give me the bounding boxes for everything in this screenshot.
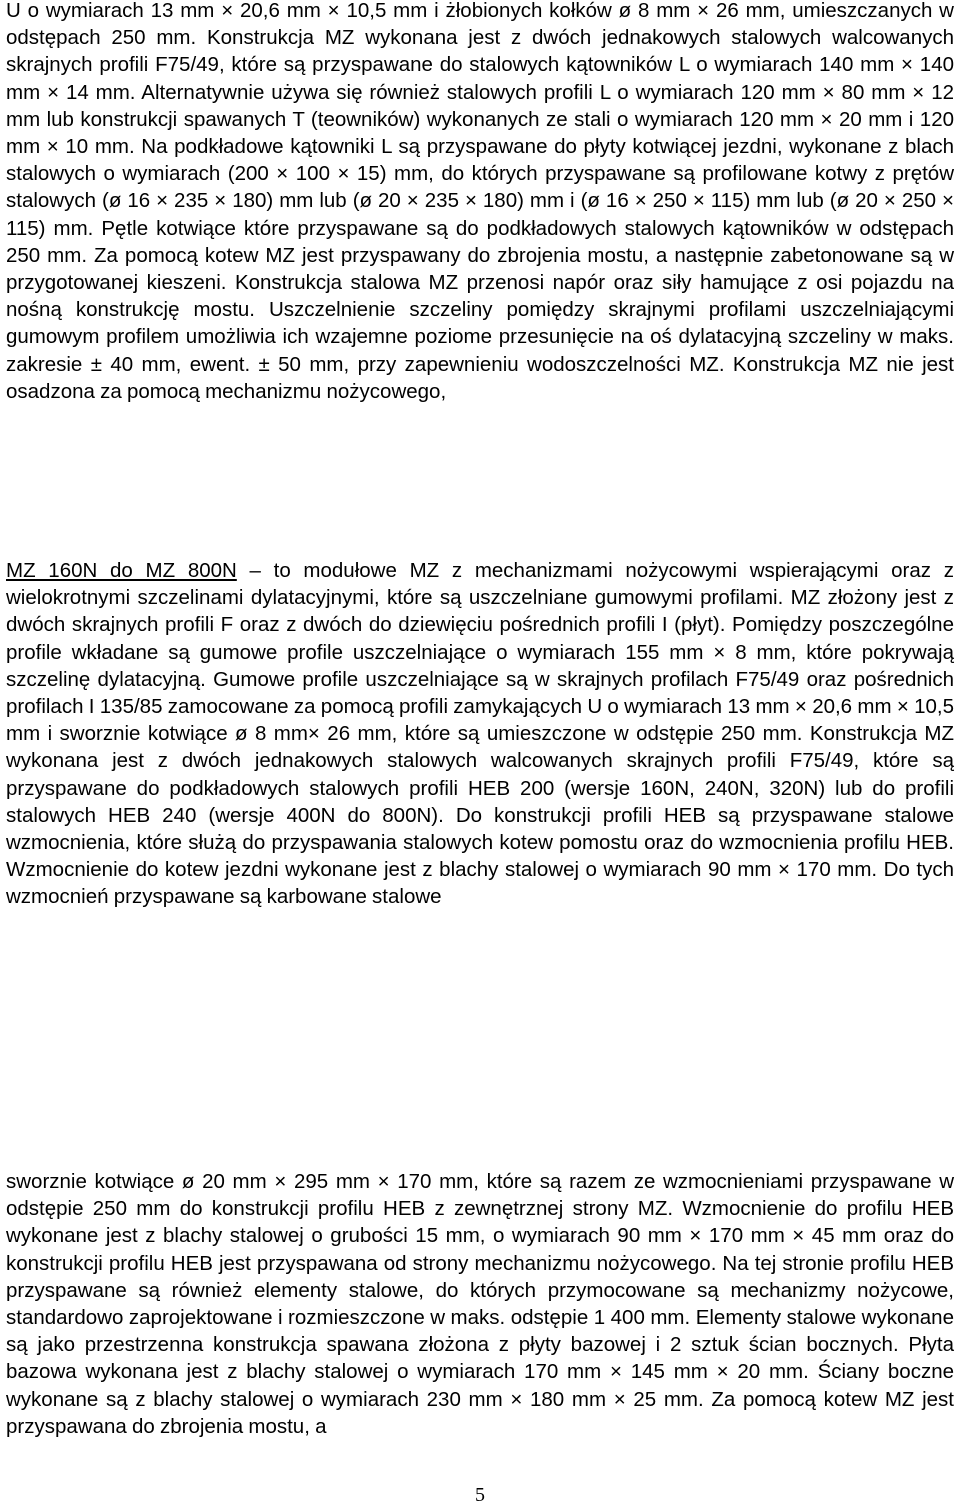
paragraph-mz-160n-800n (6, 557, 954, 911)
paragraph-mz-160n-800n-body: – to modułowe MZ z mechanizmami nożycowymi wspierającymi oraz z wielokrotnymi szczelinami dylatacyjnymi, które są uszczelniane gumowymi profilami. MZ złożony jest z dwóch skrajnych profili F oraz z dwóch do dziewięciu pośrednich profili I (płyt). Pomiędzy poszczególne profile wkładane są gumowe profile uszczelniające o wymiarach 155 mm × 8 mm, które pokrywają szczelinę dylatacyjną. Gumowe profile uszczelniające są w skrajnych profilach F75/49 oraz pośrednich profilach I 135/85 zamocowane za pomocą profili zamykających U o wymiarach 13 mm × 20,6 mm × 10,5 mm i sworznie kotwiące ø 8 mm× 26 mm, które są umieszczone w odstępie 250 mm. Konstrukcja MZ wykonana jest z dwóch jednakowych stalowych walcowanych skrajnych profili F75/49, które są przyspawane do podkładowych stalowych profili HEB 200 (wersje 160N, 240N, 320N) lub do profili stalowych HEB 240 (wersje 400N do 800N). Do konstrukcji profili HEB są przyspawane stalowe wzmocnienia, które służą do przyspawania stalowych kotew pomostu oraz do wzmocnienia profilu HEB. Wzmocnienie do kotew jezdni wykonane jest z blachy stalowej o wymiarach 90 mm × 170 mm. Do tych wzmocnień przyspawane są karbowane stalowe (6, 559, 954, 909)
paragraph-anchor-bolts-description: sworznie kotwiące ø 20 mm × 295 mm × 170 mm, które są razem ze wzmocnieniami przyspawane w odstępie 250 mm do konstrukcji profilu HEB z zewnętrznej strony MZ. Wzmocnienie do profilu HEB wykonane jest z blachy stalowej o grubości 15 mm, o wymiarach 90 mm × 170 mm × 45 mm oraz do konstrukcji profilu HEB jest przyspawana od strony mechanizmu nożycowego. Na tej stronie profilu HEB przyspawane są również elementy stalowe, do których przymocowane są mechanizmy nożycowe, standardowo zaprojektowane i rozmieszczone w maks. odstępie 1 400 mm. Elementy stalowe wykonane są jako przestrzenna konstrukcja spawana złożona z płyty bazowej i 2 sztuk ścian bocznych. Płyta bazowa wykonana jest z blachy stalowej o wymiarach 170 mm × 145 mm × 20 mm. Ściany boczne wykonane są z blachy stalowej o wymiarach 230 mm × 180 mm × 25 mm. Za pomocą kotew MZ jest przyspawana do zbrojenia mostu, a (6, 1170, 954, 1438)
page-number: 5 (475, 1484, 485, 1506)
paragraph-expansion-joint-mz-description: U o wymiarach 13 mm × 20,6 mm × 10,5 mm i żłobionych kołków ø 8 mm × 26 mm, umieszczanych w odstępach 250 mm. Konstrukcja MZ wykonana jest z dwóch jednakowych stalowych walcowanych skrajnych profili F75/49, które są przyspawane do stalowych kątowników L o wymiarach 140 mm × 140 mm × 14 mm. Alternatywnie używa się również stalowych profili L o wymiarach 120 mm × 80 mm × 12 mm lub konstrukcji spawanych T (teowników) wykonanych ze stali o wymiarach 120 mm × 20 mm i 120 mm × 10 mm. Na podkładowe kątowniki L są przyspawane do płyty kotwiącej jezdni, wykonane z blach stalowych o wymiarach (200 × 100 × 15) mm, do których przyspawane są profilowane kotwy z prętów stalowych (ø 16 × 235 × 180) mm lub (ø 20 × 235 × 180) mm i (ø 16 × 250 × 115) mm lub (ø 20 × 250 × 115) mm. Pętle kotwiące które przyspawane są do podkładowych stalowych kątowników w odstępach 250 mm. Za pomocą kotew MZ jest przyspawany do zbrojenia mostu, a następnie zabetonowane są w przygotowanej kieszeni. Konstrukcja stalowa MZ przenosi napór oraz siły hamujące z osi pojazdu na nośną konstrukcję mostu. Uszczelnienie szczeliny pomiędzy skrajnymi profilami uszczelniającymi gumowym profilem umożliwia ich wzajemne poziome przesunięcie na oś dylatacyjną szczeliny w maks. zakresie ± 40 mm, ewent. ± 50 mm, przy zapewnieniu wodoszczelności MZ. Konstrukcja MZ nie jest osadzona za pomocą mechanizmu nożycowego, (6, 0, 954, 403)
section-heading-mz-160n-800n: MZ 160N do MZ 800N (6, 559, 237, 582)
